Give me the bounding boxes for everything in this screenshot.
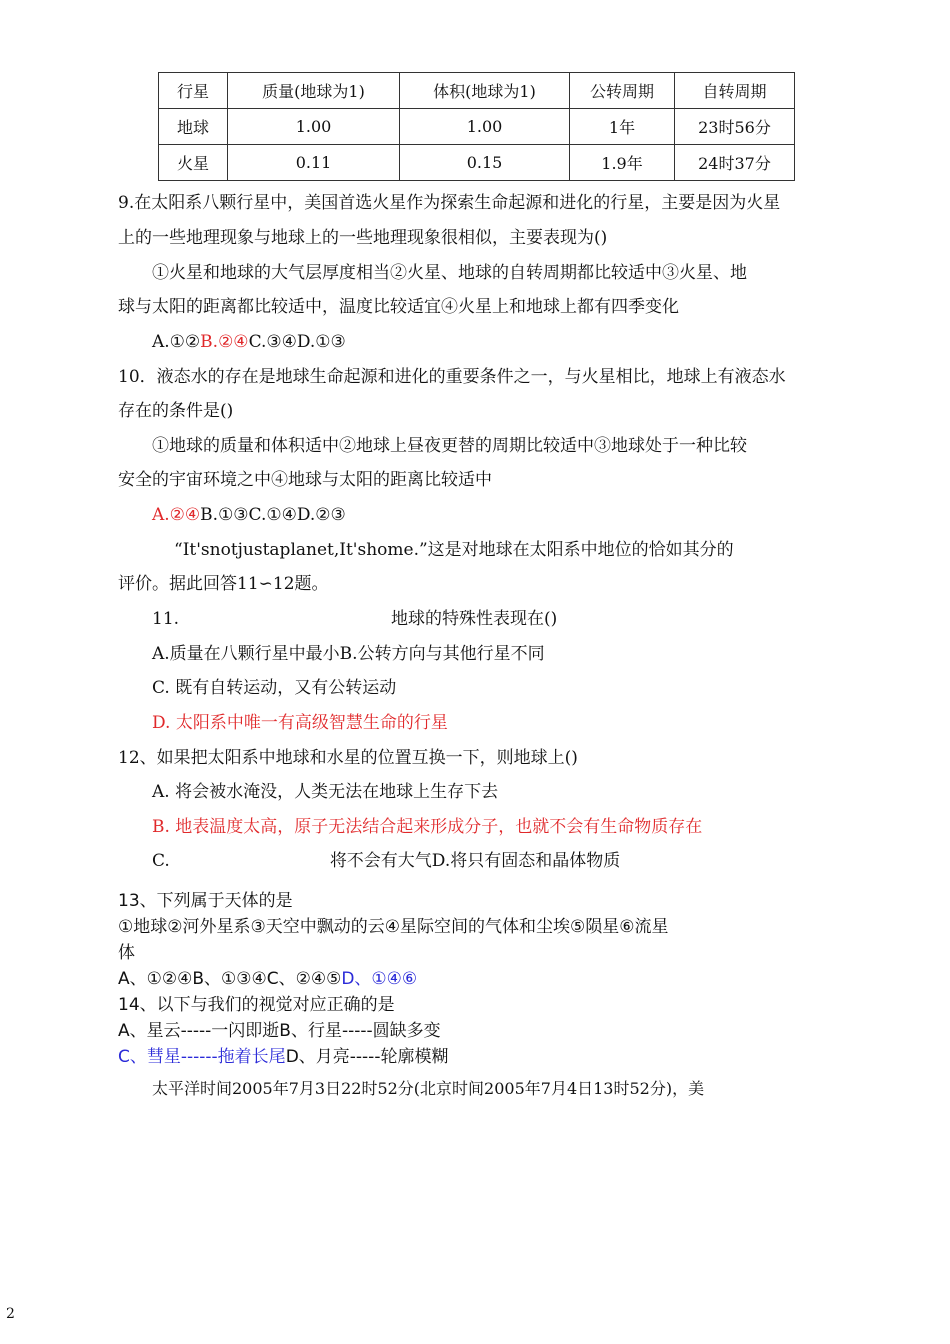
q10-options-line2: 安全的宇宙环境之中④地球与太阳的距离比较适中	[118, 470, 492, 490]
table-cell: 0.15	[400, 145, 570, 181]
table-row	[159, 145, 795, 181]
q9-choice-b-correct: B.②④	[200, 332, 249, 352]
q10-options-line1: ①地球的质量和体积适中②地球上昼夜更替的周期比较适中③地球处于一种比较	[152, 436, 747, 456]
q9-options-line1: ①火星和地球的大气层厚度相当②火星、地球的自转周期都比较适中③火星、地	[152, 263, 747, 283]
table-cell: 1.00	[228, 109, 400, 145]
q9-choice-a: A.①②	[152, 332, 201, 352]
q9-stem-line2: 上的一些地理现象与地球上的一些地理现象很相似，主要表现为()	[118, 228, 608, 248]
q13-options-line1: ①地球②河外星系③天空中飘动的云④星际空间的气体和尘埃⑤陨星⑥流星	[118, 917, 669, 937]
q11-option-c: C. 既有自转运动，又有公转运动	[152, 678, 397, 698]
table-row	[159, 109, 795, 145]
q11-options-ab: A.质量在八颗行星中最小B.公转方向与其他行星不同	[152, 644, 545, 664]
q11-option-d-correct: D. 太阳系中唯一有高级智慧生命的行星	[152, 713, 448, 733]
q13-answer-choices	[118, 968, 417, 990]
passage-line2: 评价。据此回答11∽12题。	[118, 574, 329, 594]
q13-choice-d-correct: D、①④⑥	[341, 969, 418, 989]
q10-stem-line2: 存在的条件是()	[118, 401, 234, 421]
q13-choices-abc: A、①②④B、①③④C、②④⑤	[118, 969, 342, 989]
passage-line1: “It'snotjustaplanet,It'shome.”这是对地球在太阳系中地位的恰如其分的	[174, 540, 734, 560]
table-cell: 1年	[570, 109, 675, 145]
q12-options-cd-text: 将不会有大气D.将只有固态和晶体物质	[329, 851, 621, 871]
table-cell: 23时56分	[675, 109, 795, 145]
q12-option-c-label: C.	[152, 851, 170, 871]
q13-stem: 13、下列属于天体的是	[118, 891, 293, 911]
closing-passage-line: 太平洋时间2005年7月3日22时52分(北京时间2005年7月4日13时52分)，美	[152, 1079, 705, 1098]
q10-stem-line1: 10．液态水的存在是地球生命起源和进化的重要条件之一，与火星相比，地球上有液态水	[118, 367, 786, 387]
q14-options-ab: A、星云-----一闪即逝B、行星-----圆缺多变	[118, 1021, 441, 1041]
table-cell: 24时37分	[675, 145, 795, 181]
q10-answer-choices	[152, 504, 346, 526]
q12-stem: 12、如果把太阳系中地球和水星的位置互换一下，则地球上()	[118, 748, 578, 768]
q14-options-cd	[118, 1046, 448, 1068]
q9-choice-cd: C.③④D.①③	[248, 332, 346, 352]
q13-options-line2: 体	[118, 943, 135, 963]
q9-answer-choices	[152, 331, 346, 353]
header-cell: 行星	[159, 73, 228, 109]
q10-choice-bcd: B.①③C.①④D.②③	[200, 505, 346, 525]
q12-options-cd	[152, 850, 620, 872]
table-cell: 火星	[159, 145, 228, 181]
table-cell: 0.11	[228, 145, 400, 181]
header-cell: 自转周期	[675, 73, 795, 109]
table-cell: 1.00	[400, 109, 570, 145]
q14-option-d: D、月亮-----轮廓模糊	[285, 1047, 449, 1067]
q11-stem-text: 地球的特殊性表现在()	[391, 609, 558, 629]
q12-option-b-correct: B. 地表温度太高，原子无法结合起来形成分子，也就不会有生命物质存在	[152, 817, 703, 837]
page-number: 2	[6, 1306, 15, 1322]
planet-comparison-table	[158, 72, 795, 181]
header-cell: 体积(地球为1)	[400, 73, 570, 109]
q14-stem: 14、以下与我们的视觉对应正确的是	[118, 995, 395, 1015]
table-header-row	[159, 73, 795, 109]
header-cell: 质量(地球为1)	[228, 73, 400, 109]
q10-choice-a-correct: A.②④	[152, 505, 201, 525]
q12-option-a: A. 将会被水淹没，人类无法在地球上生存下去	[152, 782, 499, 802]
table-cell: 地球	[159, 109, 228, 145]
q14-option-c-correct: C、彗星------拖着长尾	[118, 1047, 286, 1067]
q11-number: 11.	[152, 609, 180, 629]
table-cell: 1.9年	[570, 145, 675, 181]
q9-stem-line1: 9.在太阳系八颗行星中，美国首选火星作为探索生命起源和进化的行星，主要是因为火星	[118, 193, 781, 213]
q11-stem	[152, 608, 557, 630]
header-cell: 公转周期	[570, 73, 675, 109]
q9-options-line2: 球与太阳的距离都比较适中，温度比较适宜④火星上和地球上都有四季变化	[118, 297, 679, 317]
